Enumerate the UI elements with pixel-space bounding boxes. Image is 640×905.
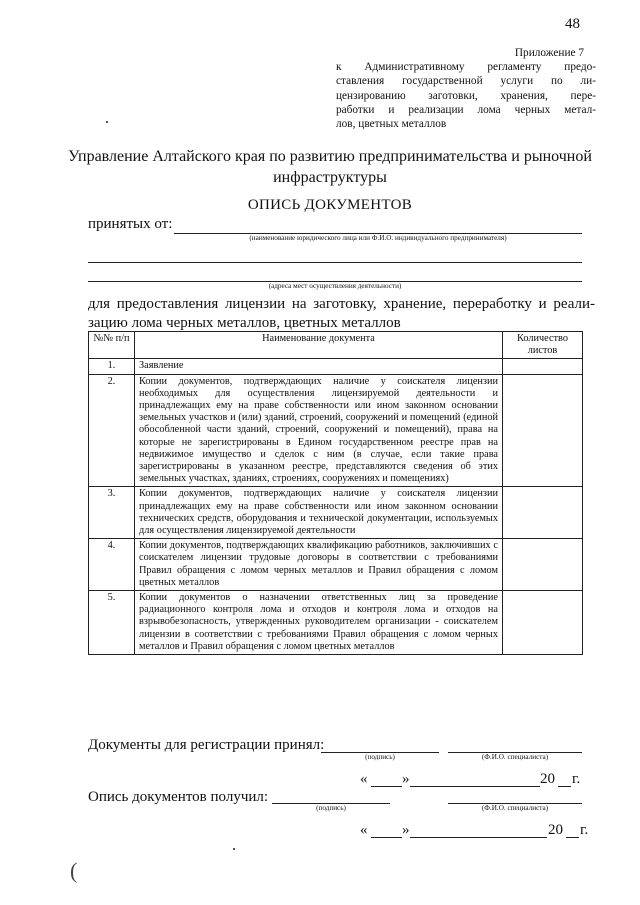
- accepted-year-line[interactable]: [558, 786, 571, 787]
- header-name: Наименование документа: [135, 332, 503, 359]
- row-count[interactable]: [503, 591, 583, 655]
- table-row: [89, 374, 583, 487]
- scan-speck: [233, 848, 235, 850]
- accepted-year-suffix: г.: [572, 771, 581, 787]
- appendix-line: к Административному регламенту предо-: [336, 61, 596, 74]
- table-header-row: [89, 332, 583, 359]
- appendix-title: Приложение 7: [514, 47, 584, 59]
- appendix-line: лов, цветных металлов: [336, 118, 447, 131]
- row-document: Копии документов, подтверждающих наличие у соискателя лицензии принадлежащих ему на праве собственности или ином законном основании технических средств, оборудования и технической документации, используемых для осуществления лицензируемой деятельности: [135, 487, 503, 539]
- purpose-text: [88, 295, 595, 333]
- accepted-specialist-caption: (Ф.И.О. специалиста): [481, 753, 549, 761]
- documents-table: [88, 331, 583, 655]
- table-row: [89, 539, 583, 591]
- accepted-month-line[interactable]: [410, 786, 540, 787]
- appendix-line: ставления государственной услуги по ли-: [336, 75, 596, 88]
- received-year-prefix: 20: [548, 822, 563, 838]
- header-count: Количество листов: [503, 332, 583, 359]
- row-number: 5.: [89, 591, 135, 655]
- blank-line: [88, 262, 582, 263]
- row-count[interactable]: [503, 359, 583, 374]
- table-row: [89, 591, 583, 655]
- row-number: 1.: [89, 359, 135, 374]
- received-month-line[interactable]: [410, 837, 547, 838]
- purpose-line: для предоставления лицензии на заготовку, хранение, переработку и реали-: [88, 296, 595, 312]
- row-count[interactable]: [503, 487, 583, 539]
- row-number: 2.: [89, 374, 135, 487]
- accepted-year-prefix: 20: [540, 771, 555, 787]
- purpose-line: зацию лома черных металлов, цветных металлов: [88, 315, 401, 331]
- row-document: Заявление: [135, 359, 503, 374]
- row-document: Копии документов, подтверждающих квалификацию работников, заключивших с соискателем лицензии трудовые договоры в соответствии с требованиями Правил обращения с ломом черных металлов и Правил обращения с ломом цветных металлов: [135, 539, 503, 591]
- accepted-day-line[interactable]: [371, 786, 402, 787]
- page-number: 48: [565, 16, 580, 32]
- appendix-line: работки и реализации лома черных метал-: [336, 103, 596, 116]
- caption-address: (адреса мест осуществления деятельности): [268, 282, 402, 290]
- caption-name: (наименование юридического лица или Ф.И.О. индивидуального предпринимателя): [249, 234, 507, 242]
- row-count[interactable]: [503, 374, 583, 487]
- accepted-signature-caption: (подпись): [365, 753, 395, 761]
- appendix-note: [336, 46, 596, 131]
- accepted-date-close-quote: »: [402, 771, 410, 787]
- row-document: Копии документов, подтверждающих наличие у соискателя лицензии необходимых для осуществления лицензируемой деятельности и принадлежащих ему на праве собственности или ином законном основании земельных участков и (или) зданий, строений, сооружений и помещений (единой обособленной части зданий, строений, сооружений и помещений), права на которые не зарегистрированы в Едином государственном реестре прав на недвижимое имущество и сделок с ним (в случае, если такие права зарегистрированы в указанном реестре, представляются сведения об этих земельных участках, зданиях, строениях, сооружениях и помещениях): [135, 374, 503, 487]
- received-day-line[interactable]: [371, 837, 402, 838]
- received-date-close-quote: »: [402, 822, 410, 838]
- table-row: [89, 487, 583, 539]
- row-count[interactable]: [503, 539, 583, 591]
- received-year-suffix: г.: [580, 822, 589, 838]
- received-year-line[interactable]: [566, 837, 579, 838]
- organization-name: Управление Алтайского края по развитию предпринимательства и рыночной инфраструктуры: [68, 148, 592, 186]
- accepted-label: Документы для регистрации принял:: [88, 737, 325, 753]
- row-number: 4.: [89, 539, 135, 591]
- received-from-label: принятых от:: [88, 216, 173, 232]
- received-signature-caption: (подпись): [316, 804, 346, 812]
- row-document: Копии документов о назначении ответственных лиц за проведение радиационного контроля лома и отходов и контроля лома и отходов на взрывобезопасность, утвержденных руководителем организации - соискателем лицензии в соответствии с требованиями Правил обращения с ломом черных металлов и Правил обращения с ломом цветных металлов: [135, 591, 503, 655]
- scan-speck: [106, 121, 108, 123]
- document-title: ОПИСЬ ДОКУМЕНТОВ: [247, 197, 413, 213]
- appendix-line: цензированию заготовки, хранения, пере-: [336, 89, 596, 102]
- row-number: 3.: [89, 487, 135, 539]
- received-date-open-quote: «: [360, 822, 368, 838]
- header-num: №№ п/п: [89, 332, 135, 359]
- received-specialist-caption: (Ф.И.О. специалиста): [481, 804, 549, 812]
- table-row: [89, 359, 583, 374]
- scan-mark: (: [70, 858, 78, 883]
- accepted-date-open-quote: «: [360, 771, 368, 787]
- received-label: Опись документов получил:: [88, 789, 269, 805]
